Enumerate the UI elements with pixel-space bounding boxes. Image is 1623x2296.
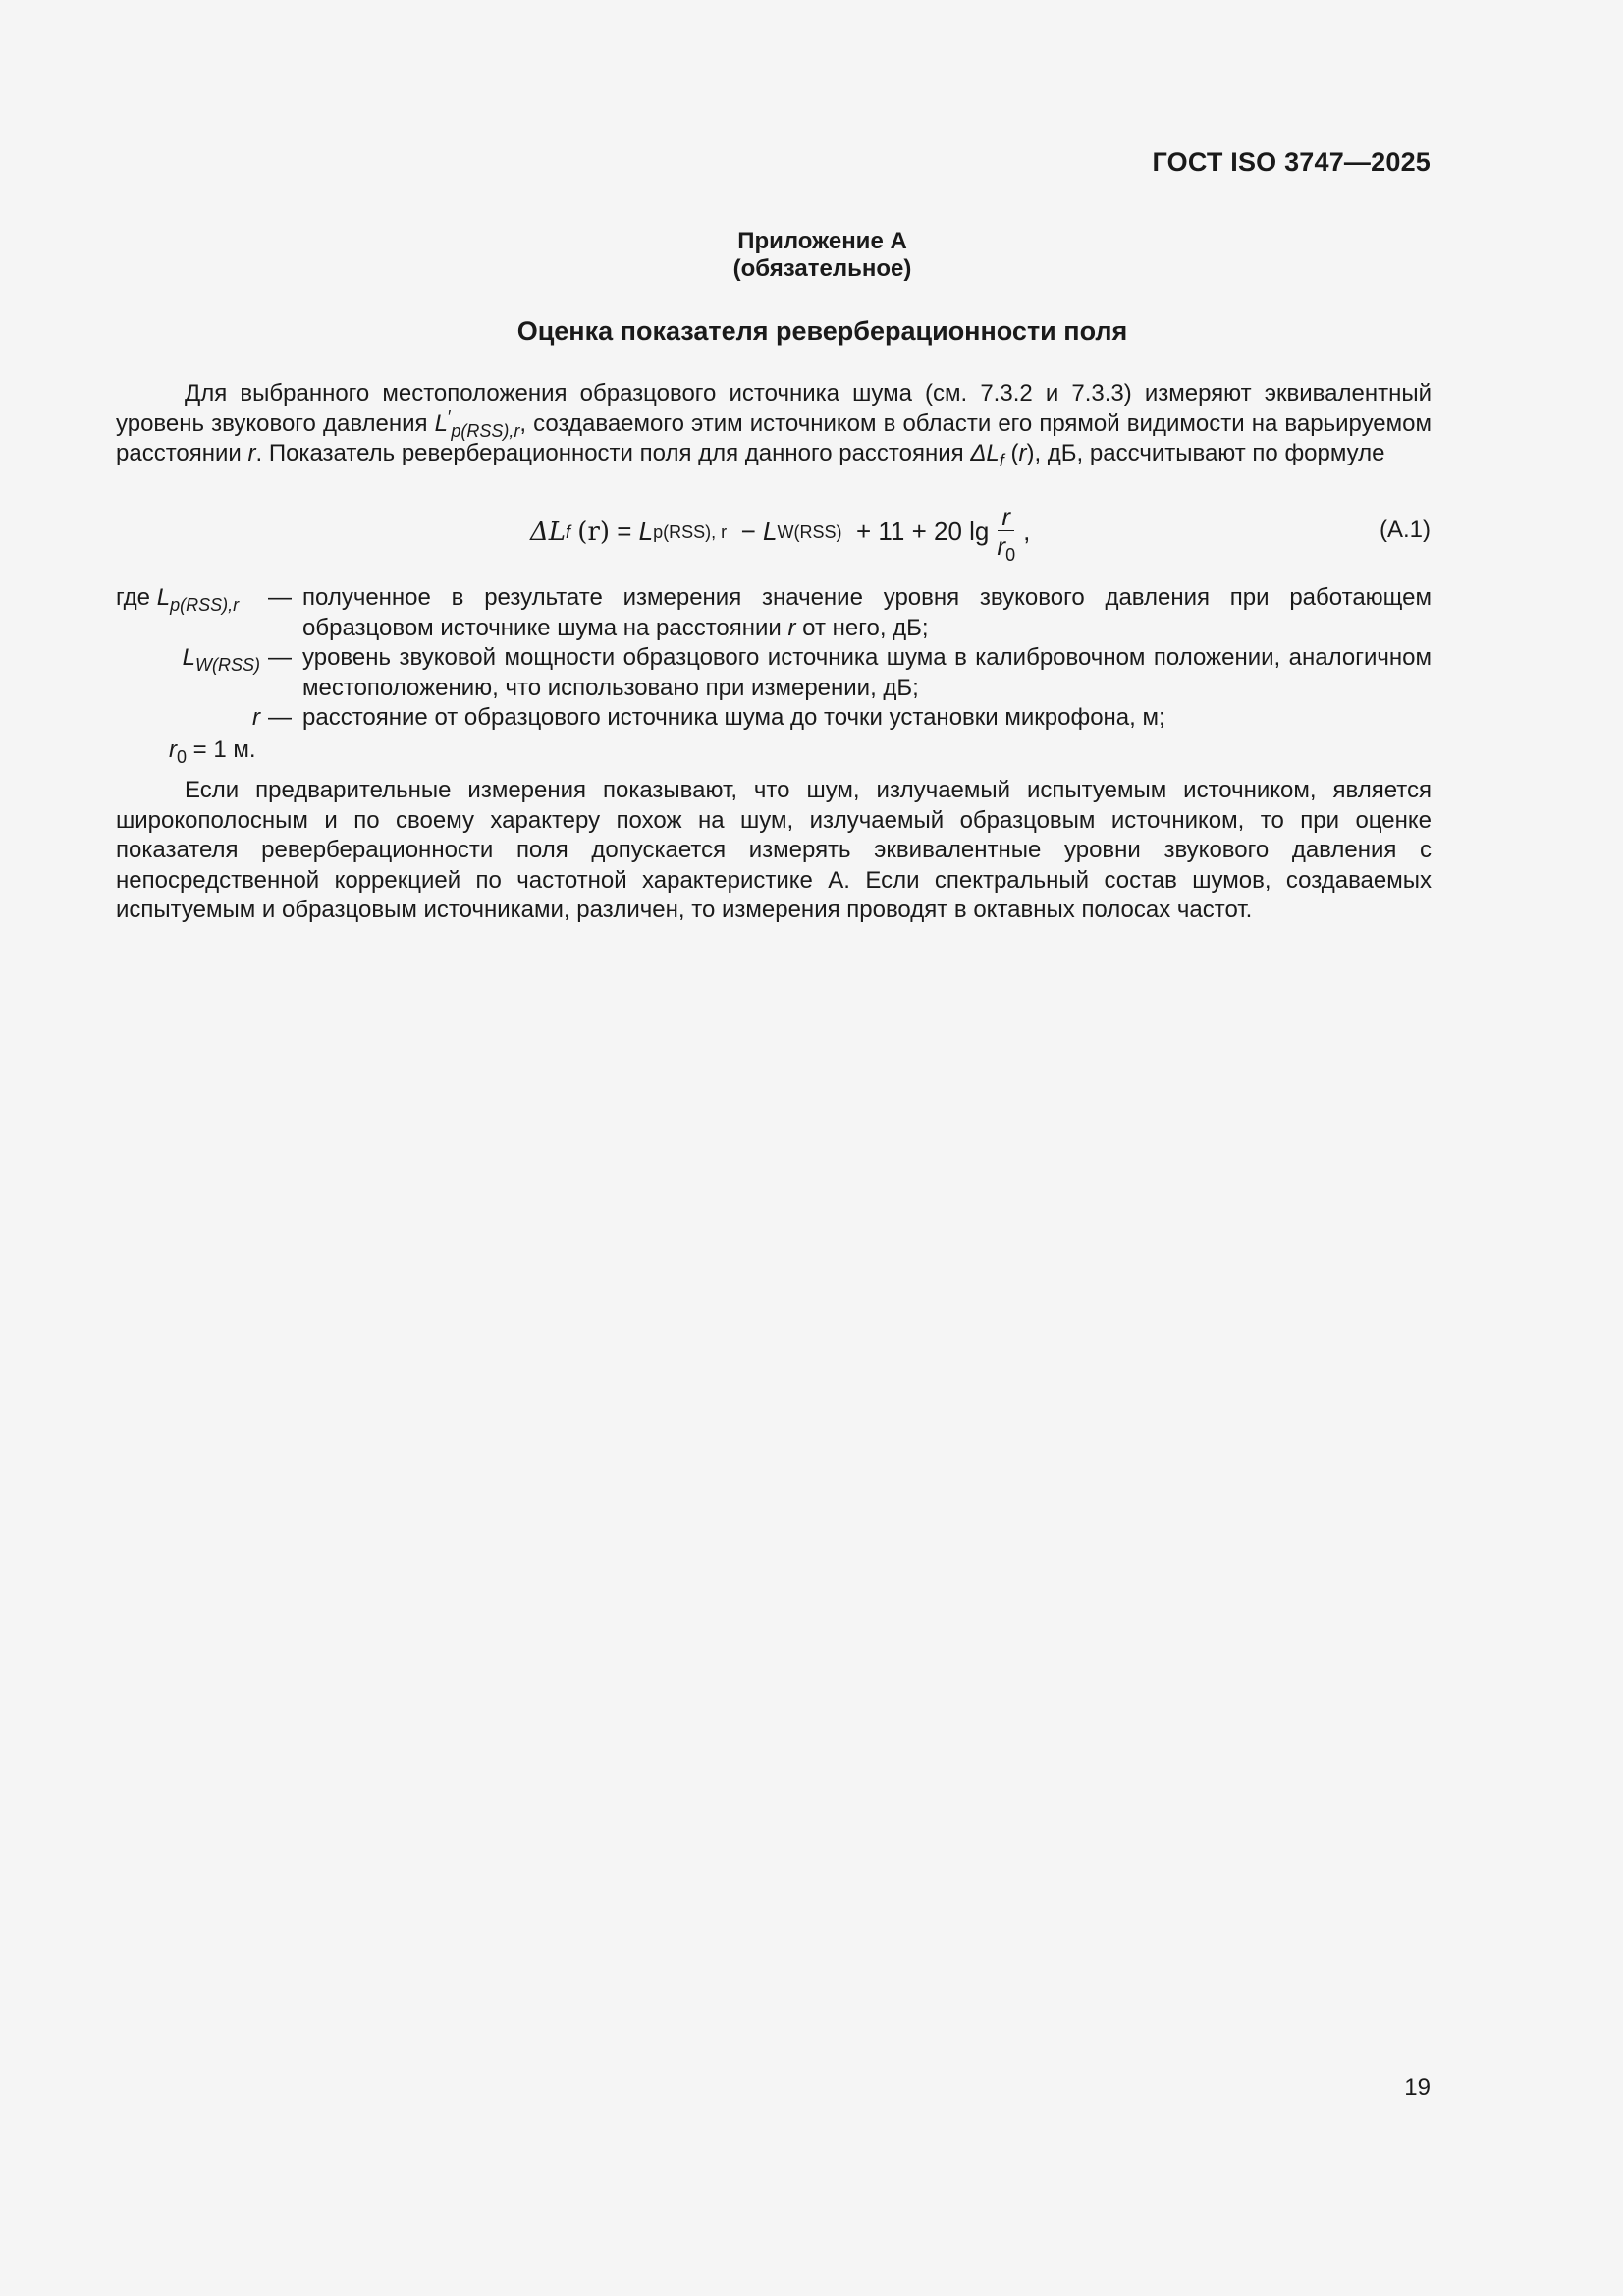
desc-text: полученное в результате измерения значение уровня звукового давления при работающем образцовом источнике шума на расстоянии xyxy=(302,584,1432,641)
r0-subscript: 0 xyxy=(177,746,188,767)
definition-item xyxy=(116,583,1432,643)
formula-L2: L xyxy=(763,517,778,546)
r0-definition xyxy=(116,736,1432,766)
fraction-numerator: r xyxy=(1001,502,1011,531)
term-L-sub: p(RSS),r xyxy=(170,595,240,615)
desc-text-end: от него, дБ; xyxy=(795,614,929,641)
term-r: r xyxy=(252,704,260,731)
intro-text-4: ( xyxy=(1003,440,1019,466)
formula-a1: ΔL f (r) = L p(RSS), r − L W(RSS) + 11 + 20 lg $\frac{r}{r_0}$ , xyxy=(530,502,1031,565)
definition-dash: — xyxy=(268,704,292,731)
r0-symbol: r xyxy=(169,736,177,763)
symbol-prime: ′ xyxy=(448,407,452,427)
definition-dash: — xyxy=(268,644,292,671)
term-LW-sub: W(RSS) xyxy=(195,655,260,675)
second-paragraph: Если предварительные измерения показывают, что шум, излучаемый испытуемым источником, является широкополосным и по своему характеру похож на шум, излучаемый образцовым источником, то при оценке показателя реверберационности поля допускается измерять эквивалентные уровни звукового давления с непосредственной коррекцией по частотной характеристике А. Если спектральный состав шумов, создаваемых испытуемым и образцовым источниками, различен, то измерения проводят в октавных полосах частот. xyxy=(116,777,1432,923)
formula-L1: L xyxy=(638,517,654,546)
definition-dash: — xyxy=(268,584,292,611)
fraction-denominator-sub: 0 xyxy=(1005,545,1016,565)
formula-delta-L: ΔL xyxy=(530,517,567,547)
formula-equals: = xyxy=(617,517,632,546)
desc-var-r: r xyxy=(787,614,796,641)
symbol-subscript: p(RSS),r xyxy=(451,420,520,441)
symbol-delta-L: ΔL xyxy=(970,440,1000,466)
definitions-list xyxy=(116,583,1432,765)
intro-text-5: ), дБ, рассчитывают по формуле xyxy=(1026,440,1385,466)
definition-description xyxy=(302,583,1432,643)
formula-fraction xyxy=(993,502,1019,565)
formula-arg: (r) xyxy=(577,517,611,547)
appendix-title: Приложение А xyxy=(737,228,907,254)
formula-f-sub: f xyxy=(566,521,571,542)
symbol-r: r xyxy=(247,440,256,466)
section-title: Оценка показателя реверберационности поля xyxy=(516,316,1128,346)
definition-item xyxy=(116,703,1432,734)
appendix-heading xyxy=(0,228,1623,283)
definition-term xyxy=(116,583,268,643)
intro-text-1: Для выбранного местоположения образцового источника шума (см. 7.3.2 и 7.3.3) измеряют эквивалентный уровень звукового давления xyxy=(116,380,1432,437)
symbol-L: L xyxy=(434,410,448,437)
definition-description: расстояние от образцового источника шума до точки установки микрофона, м; xyxy=(302,704,1165,731)
definition-term xyxy=(116,643,268,703)
symbol-f: f xyxy=(999,451,1004,470)
where-label: где xyxy=(116,584,157,611)
r0-value: = 1 м. xyxy=(187,736,256,763)
intro-text-2: , создаваемого этим источником в области его прямой видимости на варьируемом расстоянии xyxy=(116,410,1432,466)
fraction-denominator: r xyxy=(997,531,1006,561)
formula-number: (А.1) xyxy=(1379,517,1431,543)
formula-comma: , xyxy=(1023,517,1031,546)
definition-item xyxy=(116,643,1432,703)
formula-minus: − xyxy=(740,517,756,546)
definition-term xyxy=(116,703,268,734)
intro-paragraph xyxy=(116,379,1432,469)
symbol-r-2: r xyxy=(1018,440,1027,466)
intro-text-3: . Показатель реверберационности поля для данного расстояния xyxy=(255,440,971,466)
formula-20lg: 20 lg xyxy=(934,517,990,546)
formula-plus-11: + 11 + xyxy=(855,517,927,546)
page-number: 19 xyxy=(1404,2074,1431,2101)
definition-description: уровень звуковой мощности образцового источника шума в калибровочном положении, аналогичном местоположению, что использовано при измерении, дБ; xyxy=(302,644,1432,701)
document-id: ГОСТ ISO 3747—2025 xyxy=(1152,147,1431,177)
term-L: L xyxy=(156,584,171,611)
appendix-status: (обязательное) xyxy=(732,255,912,282)
term-LW: L xyxy=(182,644,195,671)
